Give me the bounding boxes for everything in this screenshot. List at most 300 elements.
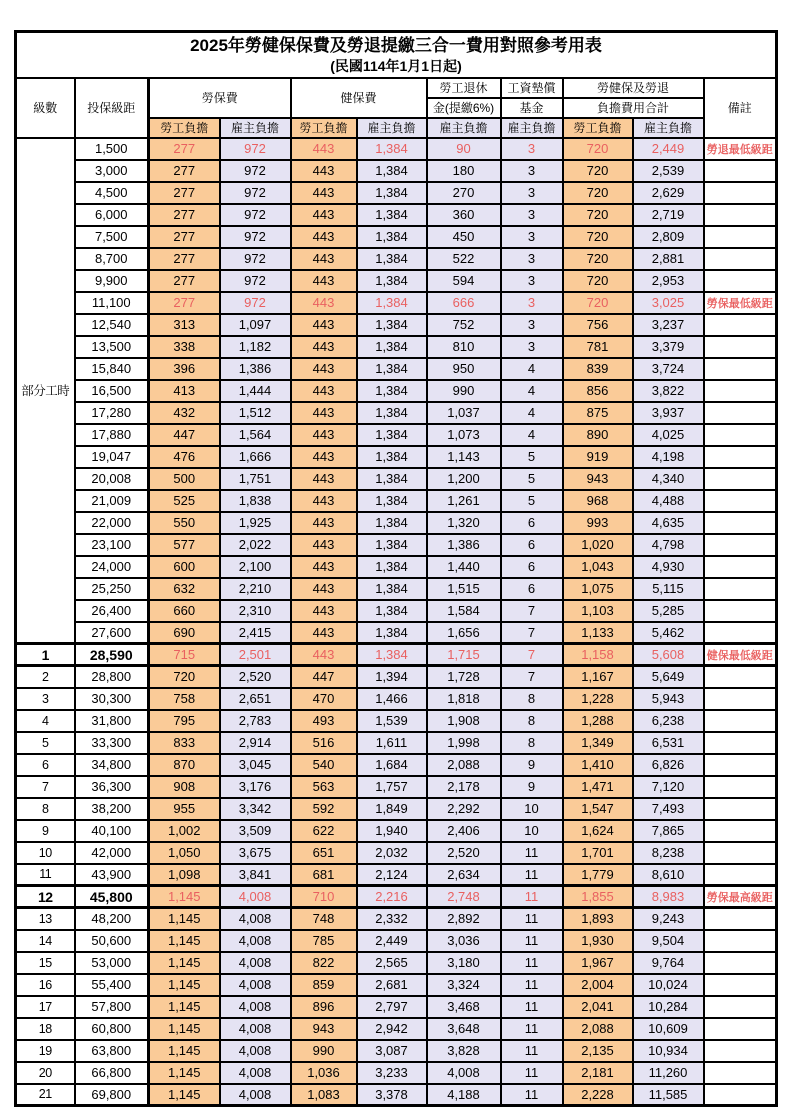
remark-cell [704, 358, 777, 380]
total-employee-cell: 1,349 [563, 732, 633, 754]
table-row [16, 1040, 777, 1062]
remark-cell [704, 798, 777, 820]
insured-bracket-cell: 8,700 [75, 248, 149, 270]
total-employee-cell: 1,410 [563, 754, 633, 776]
total-employee-cell: 1,547 [563, 798, 633, 820]
remark-cell [704, 1018, 777, 1040]
total-employer-cell: 9,764 [633, 952, 704, 974]
level-cell: 20 [16, 1062, 75, 1084]
insured-bracket-cell: 43,900 [75, 864, 149, 886]
labor-ins-employer-cell: 972 [220, 160, 291, 182]
total-employee-cell: 720 [563, 182, 633, 204]
health-ins-employee-cell: 443 [291, 182, 357, 204]
level-cell: 10 [16, 842, 75, 864]
labor-ins-employee-cell: 795 [149, 710, 220, 732]
remark-cell [704, 512, 777, 534]
pension-employer-cell: 1,320 [427, 512, 501, 534]
labor-ins-employee-cell: 1,145 [149, 1084, 220, 1106]
total-employee-cell: 2,228 [563, 1084, 633, 1106]
insured-bracket-cell: 36,300 [75, 776, 149, 798]
subheader-total-employee: 勞工負擔 [563, 118, 633, 138]
insured-bracket-cell: 9,900 [75, 270, 149, 292]
pension-employer-cell: 3,468 [427, 996, 501, 1018]
insured-bracket-cell: 17,880 [75, 424, 149, 446]
table-row [16, 226, 777, 248]
total-employee-cell: 943 [563, 468, 633, 490]
total-employer-cell: 5,649 [633, 666, 704, 688]
health-ins-employer-cell: 1,384 [357, 248, 427, 270]
title-cell [16, 32, 777, 78]
total-employer-cell: 3,237 [633, 314, 704, 336]
pension-employer-cell: 1,998 [427, 732, 501, 754]
insured-bracket-cell: 11,100 [75, 292, 149, 314]
total-employee-cell: 1,624 [563, 820, 633, 842]
remark-cell [704, 776, 777, 798]
pension-employer-cell: 990 [427, 380, 501, 402]
insured-bracket-cell: 48,200 [75, 908, 149, 930]
health-ins-employer-cell: 1,384 [357, 578, 427, 600]
wage-fund-employer-cell: 11 [501, 864, 563, 886]
remark-cell [704, 336, 777, 358]
pension-employer-cell: 2,406 [427, 820, 501, 842]
labor-ins-employee-cell: 1,145 [149, 1040, 220, 1062]
col-header-labor-insurance: 勞保費 [149, 78, 291, 118]
level-cell: 18 [16, 1018, 75, 1040]
health-ins-employer-cell: 1,611 [357, 732, 427, 754]
remark-cell [704, 864, 777, 886]
title-row [16, 32, 777, 78]
insured-bracket-cell: 19,047 [75, 446, 149, 468]
remark-cell: 勞退最低級距 [704, 138, 777, 160]
insured-bracket-cell: 66,800 [75, 1062, 149, 1084]
total-employee-cell: 2,135 [563, 1040, 633, 1062]
table-row [16, 710, 777, 732]
pension-employer-cell: 1,261 [427, 490, 501, 512]
remark-cell [704, 534, 777, 556]
health-ins-employer-cell: 1,384 [357, 402, 427, 424]
labor-ins-employer-cell: 2,310 [220, 600, 291, 622]
health-ins-employee-cell: 710 [291, 886, 357, 908]
pension-employer-cell: 1,200 [427, 468, 501, 490]
pension-employer-cell: 360 [427, 204, 501, 226]
total-employee-cell: 856 [563, 380, 633, 402]
wage-fund-employer-cell: 8 [501, 688, 563, 710]
remark-cell [704, 226, 777, 248]
health-ins-employee-cell: 822 [291, 952, 357, 974]
labor-ins-employer-cell: 3,045 [220, 754, 291, 776]
insured-bracket-cell: 4,500 [75, 182, 149, 204]
labor-ins-employee-cell: 1,145 [149, 886, 220, 908]
remark-cell [704, 908, 777, 930]
pension-employer-cell: 1,728 [427, 666, 501, 688]
health-ins-employer-cell: 3,087 [357, 1040, 427, 1062]
insured-bracket-cell: 55,400 [75, 974, 149, 996]
health-ins-employee-cell: 943 [291, 1018, 357, 1040]
labor-ins-employer-cell: 2,415 [220, 622, 291, 644]
remark-cell [704, 556, 777, 578]
table-row [16, 908, 777, 930]
col-header-level: 級數 [16, 78, 75, 138]
level-cell: 4 [16, 710, 75, 732]
health-ins-employer-cell: 2,032 [357, 842, 427, 864]
labor-ins-employer-cell: 1,386 [220, 358, 291, 380]
table-row [16, 380, 777, 402]
remark-cell [704, 974, 777, 996]
remark-cell [704, 182, 777, 204]
total-employer-cell: 5,943 [633, 688, 704, 710]
table-row [16, 996, 777, 1018]
table-row [16, 534, 777, 556]
remark-cell [704, 468, 777, 490]
labor-ins-employer-cell: 4,008 [220, 1018, 291, 1040]
insured-bracket-cell: 34,800 [75, 754, 149, 776]
total-employer-cell: 5,115 [633, 578, 704, 600]
table-row [16, 578, 777, 600]
pension-employer-cell: 1,515 [427, 578, 501, 600]
pension-employer-cell: 2,748 [427, 886, 501, 908]
total-employee-cell: 1,043 [563, 556, 633, 578]
total-employer-cell: 3,822 [633, 380, 704, 402]
labor-ins-employer-cell: 1,666 [220, 446, 291, 468]
labor-ins-employer-cell: 972 [220, 248, 291, 270]
labor-ins-employer-cell: 4,008 [220, 1062, 291, 1084]
subheader-total-employer: 雇主負擔 [633, 118, 704, 138]
remark-cell [704, 930, 777, 952]
table-row [16, 754, 777, 776]
total-employer-cell: 5,462 [633, 622, 704, 644]
pension-employer-cell: 2,520 [427, 842, 501, 864]
labor-ins-employee-cell: 277 [149, 138, 220, 160]
health-ins-employer-cell: 1,384 [357, 380, 427, 402]
pension-employer-cell: 1,386 [427, 534, 501, 556]
health-ins-employer-cell: 2,332 [357, 908, 427, 930]
health-ins-employee-cell: 470 [291, 688, 357, 710]
labor-ins-employee-cell: 1,145 [149, 908, 220, 930]
health-ins-employer-cell: 1,384 [357, 490, 427, 512]
health-ins-employer-cell: 1,384 [357, 446, 427, 468]
total-employer-cell: 10,609 [633, 1018, 704, 1040]
wage-fund-employer-cell: 6 [501, 578, 563, 600]
insured-bracket-cell: 25,250 [75, 578, 149, 600]
labor-ins-employee-cell: 1,145 [149, 952, 220, 974]
labor-ins-employee-cell: 313 [149, 314, 220, 336]
insured-bracket-cell: 42,000 [75, 842, 149, 864]
col-header-pension-line1: 勞工退休 [427, 78, 501, 98]
insured-bracket-cell: 28,590 [75, 644, 149, 666]
total-employer-cell: 4,635 [633, 512, 704, 534]
pension-employer-cell: 1,584 [427, 600, 501, 622]
total-employer-cell: 4,488 [633, 490, 704, 512]
remark-cell [704, 490, 777, 512]
insured-bracket-cell: 69,800 [75, 1084, 149, 1106]
table-row [16, 842, 777, 864]
insured-bracket-cell: 12,540 [75, 314, 149, 336]
table-row [16, 732, 777, 754]
health-ins-employee-cell: 443 [291, 622, 357, 644]
pension-employer-cell: 180 [427, 160, 501, 182]
total-employee-cell: 1,228 [563, 688, 633, 710]
labor-ins-employer-cell: 3,176 [220, 776, 291, 798]
health-ins-employee-cell: 443 [291, 490, 357, 512]
table-row [16, 160, 777, 182]
remark-cell [704, 424, 777, 446]
wage-fund-employer-cell: 3 [501, 292, 563, 314]
total-employer-cell: 2,881 [633, 248, 704, 270]
labor-ins-employer-cell: 2,022 [220, 534, 291, 556]
total-employer-cell: 2,953 [633, 270, 704, 292]
remark-cell [704, 270, 777, 292]
pension-employer-cell: 4,008 [427, 1062, 501, 1084]
table-row [16, 182, 777, 204]
labor-ins-employer-cell: 2,501 [220, 644, 291, 666]
pension-employer-cell: 810 [427, 336, 501, 358]
total-employer-cell: 6,826 [633, 754, 704, 776]
total-employer-cell: 4,025 [633, 424, 704, 446]
table-row [16, 314, 777, 336]
pension-employer-cell: 3,828 [427, 1040, 501, 1062]
health-ins-employee-cell: 990 [291, 1040, 357, 1062]
wage-fund-employer-cell: 11 [501, 886, 563, 908]
insured-bracket-cell: 22,000 [75, 512, 149, 534]
total-employer-cell: 2,629 [633, 182, 704, 204]
labor-ins-employee-cell: 1,145 [149, 996, 220, 1018]
labor-ins-employee-cell: 1,145 [149, 974, 220, 996]
remark-cell [704, 1040, 777, 1062]
pension-employer-cell: 3,036 [427, 930, 501, 952]
labor-ins-employer-cell: 4,008 [220, 996, 291, 1018]
wage-fund-employer-cell: 11 [501, 996, 563, 1018]
total-employee-cell: 2,041 [563, 996, 633, 1018]
wage-fund-employer-cell: 3 [501, 138, 563, 160]
pension-employer-cell: 1,143 [427, 446, 501, 468]
labor-ins-employee-cell: 525 [149, 490, 220, 512]
pension-employer-cell: 90 [427, 138, 501, 160]
remark-cell [704, 952, 777, 974]
insured-bracket-cell: 45,800 [75, 886, 149, 908]
health-ins-employee-cell: 443 [291, 468, 357, 490]
pension-employer-cell: 2,088 [427, 754, 501, 776]
insured-bracket-cell: 53,000 [75, 952, 149, 974]
insured-bracket-cell: 50,600 [75, 930, 149, 952]
level-cell: 7 [16, 776, 75, 798]
health-ins-employee-cell: 622 [291, 820, 357, 842]
pension-employer-cell: 1,440 [427, 556, 501, 578]
health-ins-employer-cell: 1,466 [357, 688, 427, 710]
insured-bracket-cell: 38,200 [75, 798, 149, 820]
page-subtitle: (民國114年1月1日起) [330, 58, 462, 75]
table-row [16, 446, 777, 468]
table-row [16, 292, 777, 314]
total-employer-cell: 3,724 [633, 358, 704, 380]
labor-ins-employee-cell: 277 [149, 182, 220, 204]
table-row [16, 138, 777, 160]
wage-fund-employer-cell: 11 [501, 842, 563, 864]
total-employer-cell: 9,243 [633, 908, 704, 930]
labor-ins-employee-cell: 908 [149, 776, 220, 798]
health-ins-employer-cell: 2,216 [357, 886, 427, 908]
health-ins-employer-cell: 2,449 [357, 930, 427, 952]
wage-fund-employer-cell: 11 [501, 952, 563, 974]
total-employee-cell: 1,288 [563, 710, 633, 732]
pension-employer-cell: 2,178 [427, 776, 501, 798]
insured-bracket-cell: 20,008 [75, 468, 149, 490]
labor-ins-employer-cell: 4,008 [220, 1040, 291, 1062]
wage-fund-employer-cell: 5 [501, 490, 563, 512]
labor-ins-employer-cell: 972 [220, 292, 291, 314]
health-ins-employer-cell: 3,233 [357, 1062, 427, 1084]
total-employee-cell: 1,020 [563, 534, 633, 556]
total-employer-cell: 5,608 [633, 644, 704, 666]
labor-ins-employee-cell: 277 [149, 226, 220, 248]
health-ins-employee-cell: 443 [291, 534, 357, 556]
total-employer-cell: 3,379 [633, 336, 704, 358]
total-employer-cell: 11,585 [633, 1084, 704, 1106]
labor-ins-employer-cell: 4,008 [220, 886, 291, 908]
labor-ins-employee-cell: 600 [149, 556, 220, 578]
labor-ins-employee-cell: 277 [149, 160, 220, 182]
total-employee-cell: 781 [563, 336, 633, 358]
health-ins-employer-cell: 1,684 [357, 754, 427, 776]
table-row [16, 600, 777, 622]
total-employee-cell: 1,893 [563, 908, 633, 930]
labor-ins-employer-cell: 972 [220, 182, 291, 204]
pension-employer-cell: 3,180 [427, 952, 501, 974]
health-ins-employee-cell: 443 [291, 336, 357, 358]
wage-fund-employer-cell: 9 [501, 754, 563, 776]
col-header-wage-fund-line2: 基金 [501, 98, 563, 118]
labor-ins-employer-cell: 2,100 [220, 556, 291, 578]
health-ins-employee-cell: 443 [291, 600, 357, 622]
header-row-1 [16, 78, 777, 98]
wage-fund-employer-cell: 11 [501, 1018, 563, 1040]
health-ins-employee-cell: 443 [291, 270, 357, 292]
col-header-health-insurance: 健保費 [291, 78, 427, 118]
level-cell: 13 [16, 908, 75, 930]
total-employer-cell: 6,531 [633, 732, 704, 754]
health-ins-employer-cell: 1,539 [357, 710, 427, 732]
table-row [16, 798, 777, 820]
total-employee-cell: 720 [563, 138, 633, 160]
table-row [16, 512, 777, 534]
health-ins-employee-cell: 1,036 [291, 1062, 357, 1084]
subheader-pension-employer: 雇主負擔 [427, 118, 501, 138]
insured-bracket-cell: 6,000 [75, 204, 149, 226]
total-employee-cell: 1,855 [563, 886, 633, 908]
total-employee-cell: 1,133 [563, 622, 633, 644]
table-row [16, 1018, 777, 1040]
health-ins-employer-cell: 1,384 [357, 534, 427, 556]
wage-fund-employer-cell: 5 [501, 446, 563, 468]
insured-bracket-cell: 13,500 [75, 336, 149, 358]
health-ins-employer-cell: 2,942 [357, 1018, 427, 1040]
health-ins-employee-cell: 681 [291, 864, 357, 886]
insured-bracket-cell: 1,500 [75, 138, 149, 160]
table-row [16, 468, 777, 490]
total-employee-cell: 1,075 [563, 578, 633, 600]
labor-ins-employee-cell: 413 [149, 380, 220, 402]
pension-employer-cell: 2,292 [427, 798, 501, 820]
total-employee-cell: 1,471 [563, 776, 633, 798]
health-ins-employer-cell: 1,384 [357, 292, 427, 314]
remark-cell [704, 820, 777, 842]
health-ins-employee-cell: 443 [291, 248, 357, 270]
total-employer-cell: 7,865 [633, 820, 704, 842]
table-row [16, 490, 777, 512]
labor-ins-employer-cell: 3,841 [220, 864, 291, 886]
health-ins-employee-cell: 443 [291, 446, 357, 468]
table-row [16, 556, 777, 578]
labor-ins-employee-cell: 447 [149, 424, 220, 446]
labor-ins-employee-cell: 277 [149, 292, 220, 314]
health-ins-employer-cell: 1,384 [357, 600, 427, 622]
health-ins-employer-cell: 1,940 [357, 820, 427, 842]
wage-fund-employer-cell: 11 [501, 908, 563, 930]
total-employer-cell: 4,930 [633, 556, 704, 578]
labor-ins-employer-cell: 4,008 [220, 952, 291, 974]
labor-ins-employer-cell: 1,097 [220, 314, 291, 336]
health-ins-employee-cell: 859 [291, 974, 357, 996]
table-row [16, 666, 777, 688]
total-employer-cell: 2,539 [633, 160, 704, 182]
total-employee-cell: 1,967 [563, 952, 633, 974]
wage-fund-employer-cell: 4 [501, 380, 563, 402]
total-employer-cell: 4,198 [633, 446, 704, 468]
table-row [16, 776, 777, 798]
remark-cell [704, 380, 777, 402]
labor-ins-employee-cell: 396 [149, 358, 220, 380]
subheader-wage-fund-employer: 雇主負擔 [501, 118, 563, 138]
total-employee-cell: 1,701 [563, 842, 633, 864]
col-header-remark: 備註 [704, 78, 777, 138]
table-row [16, 1084, 777, 1106]
pension-employer-cell: 1,818 [427, 688, 501, 710]
labor-ins-employee-cell: 758 [149, 688, 220, 710]
table-row [16, 952, 777, 974]
health-ins-employer-cell: 1,384 [357, 644, 427, 666]
insured-bracket-cell: 63,800 [75, 1040, 149, 1062]
pension-employer-cell: 2,892 [427, 908, 501, 930]
labor-ins-employer-cell: 1,444 [220, 380, 291, 402]
health-ins-employee-cell: 443 [291, 292, 357, 314]
total-employer-cell: 4,798 [633, 534, 704, 556]
wage-fund-employer-cell: 11 [501, 1040, 563, 1062]
wage-fund-employer-cell: 7 [501, 600, 563, 622]
table-row [16, 864, 777, 886]
health-ins-employer-cell: 1,384 [357, 138, 427, 160]
insured-bracket-cell: 26,400 [75, 600, 149, 622]
health-ins-employer-cell: 2,565 [357, 952, 427, 974]
table-body [16, 138, 777, 1106]
labor-ins-employee-cell: 1,002 [149, 820, 220, 842]
health-ins-employer-cell: 3,378 [357, 1084, 427, 1106]
labor-ins-employee-cell: 432 [149, 402, 220, 424]
subheader-health-ins-employer: 雇主負擔 [357, 118, 427, 138]
health-ins-employer-cell: 2,681 [357, 974, 427, 996]
health-ins-employee-cell: 493 [291, 710, 357, 732]
health-ins-employee-cell: 443 [291, 578, 357, 600]
health-ins-employee-cell: 443 [291, 204, 357, 226]
labor-ins-employer-cell: 1,182 [220, 336, 291, 358]
total-employee-cell: 756 [563, 314, 633, 336]
col-header-pension-line2: 金(提繳6%) [427, 98, 501, 118]
total-employer-cell: 6,238 [633, 710, 704, 732]
pension-employer-cell: 1,037 [427, 402, 501, 424]
pension-employer-cell: 666 [427, 292, 501, 314]
total-employee-cell: 1,930 [563, 930, 633, 952]
table-row [16, 644, 777, 666]
wage-fund-employer-cell: 4 [501, 402, 563, 424]
level-cell: 15 [16, 952, 75, 974]
